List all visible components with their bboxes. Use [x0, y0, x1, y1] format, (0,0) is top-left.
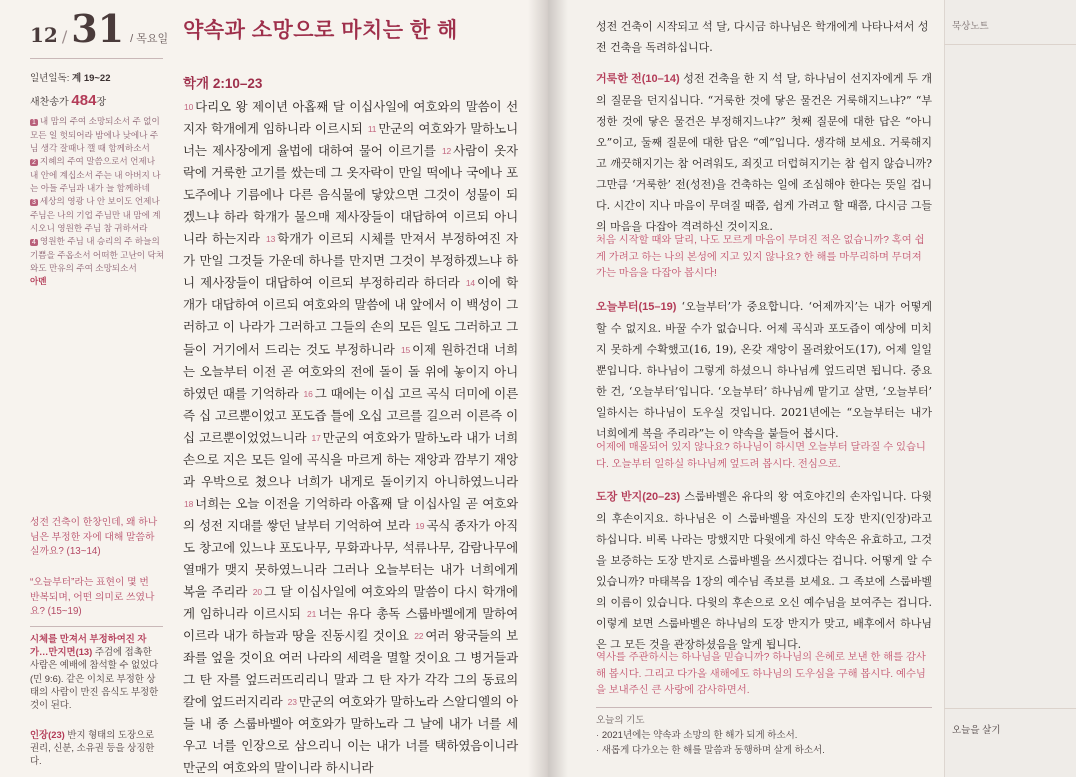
date-header [30, 6, 169, 51]
prayer-divider [596, 707, 932, 708]
verse-text: 학개가 이르되 시체를 만져서 부정하여진 자가 만일 그것들 가운데 하나를 만지면 그것이 부정하겠느냐 하니 제사장들이 대답하여 이르되 부정하리라 하더라 [183, 231, 518, 291]
section-body: 스룹바벨은 유다의 왕 여호야긴의 손자입니다. 다윗의 후손이지요. 하나님은 이 스룹바벨을 자신의 도장 반지(인장)라고 하십니다. 비록 나라는 망했지만 다윗에게 하신 약속은 유효하고, 그것을 보증하는 도장 반지로 스룹바벨을 쓰시겠다는 겁니다. 어떻게 알 수 있습니까? 마태복음 1장의 예수님 족보를 보세요. 그 족보에 스룹바벨의 이름이 있습니다. 다윗의 후손으로 오신 예수님을 보여주는 겁니다. 이렇게 보면 스룹바벨은 하나님의 도장 반지가 맞고, 배후에서 하나님은 그 모든 것을 관장하셨음을 알게 됩니다. [596, 490, 932, 651]
prayer-list [596, 728, 932, 758]
hymn-lyrics [30, 115, 165, 288]
verse-text: 다리오 왕 제이년 아홉째 달 이십사일에 여호와의 말씀이 선지자 학개에게 임하니라 이르시되 [183, 99, 518, 137]
verse-number: 23 [287, 697, 297, 708]
verse-number: 19 [415, 520, 425, 531]
hymn-verse [30, 235, 165, 275]
hymn-verse-text: 영원한 주님 내 승리의 주 하늘의 기쁨을 주옵소서 어떠한 고난이 닥쳐와도 만유의 주여 소망되소서 [30, 236, 165, 273]
section-heading: 오늘부터(15–19) [596, 301, 677, 313]
footnote-2 [30, 728, 160, 768]
hymn-label: 새찬송가 [30, 97, 69, 108]
commentary-section-from-today [596, 296, 932, 444]
verse-number: 15 [400, 344, 411, 355]
commentary-section-holy-temple [596, 68, 932, 237]
verse-text: 여러 왕국들의 보좌를 엎을 것이요 여러 나라의 세력을 멸할 것이요 그 병거들과 그 탄 자를 엎드러뜨리리니 말과 그 탄 자가 각각 그의 동료의 칼에 엎드러지리라 [183, 628, 518, 710]
hymn-num: 484 [71, 92, 97, 109]
verse-number: 18 [184, 498, 194, 509]
verse-number: 10 [184, 102, 194, 112]
notebook-line [944, 708, 1076, 709]
application-3: 역사를 주관하시는 하나님을 믿습니까? 하나님의 은혜로 보낸 한 해를 감사해 봅시다. 그리고 다가올 새해에도 하나님의 도우심을 구해 봅시다. 예수님을 보내주신 큰 사랑에 감사하면서. [596, 652, 926, 696]
sidebar-divider [30, 58, 163, 59]
verse-number: 14 [465, 278, 475, 289]
commentary-section-signet-ring [596, 486, 932, 655]
hymn-verse-text: 지혜의 주여 말씀으로서 언제나 내 안에 계십소서 주는 내 아버지 나는 아들 주님과 내가 늘 함께하네 [30, 156, 161, 193]
question-2: “오늘부터”라는 표현이 몇 번 반복되며, 어떤 의미로 쓰였나요? (15~19) [30, 577, 155, 617]
scripture-reference: 학개 2:10–23 [183, 76, 263, 91]
verse-number: 22 [414, 631, 424, 642]
live-today-label: 오늘을 살기 [952, 725, 1001, 736]
verse-number: 11 [367, 124, 377, 135]
date-month: 12 [30, 23, 58, 47]
section-heading: 도장 반지(20–23) [596, 491, 681, 503]
prayer-label: 오늘의 기도 [596, 715, 645, 726]
footnote-2-body: 반지 형태의 도장으로 권리, 신분, 소유권 등을 상징한다. [30, 729, 155, 767]
verse-text: 만군의 여호와가 말하노니 너는 제사장에게 율법에 대하여 물어 이르기를 [183, 121, 518, 159]
section-heading: 거룩한 전(10–14) [596, 73, 680, 85]
notebook-line [944, 44, 1076, 45]
verse-text: 사람이 옷자락에 거룩한 고기를 쌌는데 그 옷자락이 만일 떡에나 국에나 포도주에나 기름에나 다른 음식물에 닿았으면 그것이 성물이 되겠느냐 하라 학개가 물으매 제사장들이 대답하여 이르되 아니니라 하는지라 [183, 143, 518, 247]
verse-number: 13 [266, 234, 276, 245]
application-1: 처음 시작할 때와 달리, 나도 모르게 마음이 무뎌진 적은 없습니까? 혹여 쉽게 가려고 하는 나의 본성에 지고 있지 않나요? 한 해를 마무리하며 무뎌져 가는 마음을 다잡아 봅시다! [596, 235, 925, 279]
commentary-intro: 성전 건축이 시작되고 석 달, 다시금 하나님은 학개에게 나타나셔서 성전 건축을 독려하십니다. [596, 20, 929, 54]
application-2: 어제에 매몰되어 있지 않나요? 하나님이 하시면 오늘부터 달라질 수 있습니다. 오늘부터 일하실 하나님께 엎드려 봅시다. 전심으로. [596, 442, 926, 470]
verse-number: 20 [252, 587, 262, 598]
hymn-amen: 아멘 [30, 276, 47, 286]
verse-number: 21 [307, 609, 317, 620]
verse-text: 그 때에는 이십 고르 곡식 더미에 이른즉 십 고르뿐이었고 포도즙 틀에 오십 고르를 길으러 이른즉 이십 고르뿐이었었느니라 [183, 385, 518, 445]
verse-number: 16 [303, 388, 313, 399]
hymn-verse [30, 195, 165, 235]
reading-passage: 계 19~22 [72, 73, 111, 84]
verse-text: 너는 유다 총독 스룹바벨에게 말하여 이르라 내가 하늘과 땅을 진동시킬 것이요 [183, 606, 518, 644]
verse-number: 12 [441, 146, 452, 157]
notes-divider [30, 626, 163, 627]
prayer-item: · 새롭게 다가오는 한 해를 말씀과 동행하며 살게 하소서. [596, 743, 932, 758]
verse-text: 이에 학개가 대답하여 이르되 여호와의 말씀에 내 앞에서 이 백성이 그러하고 이 나라가 그러하고 그들의 손의 모든 일도 그러하고 그들이 거기에서 드리는 것도 부정하니라 [183, 275, 518, 357]
date-day: 31 [71, 6, 125, 51]
hymn-suffix: 장 [96, 97, 107, 108]
verse-number: 17 [311, 432, 321, 443]
notebook-column [944, 0, 1076, 777]
verse-text: 만군의 여호와가 말하노라 내가 너희 손으로 지은 모든 일에 곡식을 마르게 하는 재앙과 깜부기 재앙과 우박으로 쳤으나 너희가 내게로 돌이키지 아니하였느니라 [183, 429, 519, 489]
question-1: 성전 건축이 한창인데, 왜 하나님은 부정한 자에 대해 말씀하실까요? (13~14) [30, 517, 158, 557]
hymn-number [30, 92, 165, 109]
hymn-verse [30, 115, 165, 155]
reading-label: 일년일독: [30, 73, 70, 84]
hymn-verse-number: 1 [32, 119, 36, 126]
footnote-1 [30, 632, 160, 711]
page-title: 약속과 소망으로 마치는 한 해 [183, 19, 458, 42]
footnote-1-head: 시체를 만져서 부정하여진 자가…만지면(13) [30, 633, 147, 658]
hymn-verse [30, 155, 165, 195]
day-of-week: / 목요일 [130, 33, 169, 45]
verse-text: 그 달 이십사일에 여호와의 말씀이 다시 학개에게 임하니라 이르시되 [183, 584, 518, 622]
hymn-verse-text: 세상의 영광 나 안 보이도 언제나 주님은 나의 기업 주님만 내 맘에 계시오니 영원한 주님 참 귀하셔라 [30, 196, 161, 233]
footnote-2-head: 인장(23) [30, 729, 65, 740]
sidebar [30, 70, 165, 288]
section-body: 성전 건축을 한 지 석 달, 하나님이 선지자에게 두 개의 질문을 던지십니다. “거룩한 것에 닿은 물건은 거룩해지느냐?” “부정한 것에 닿은 물건은 부정해지느냐?” 첫째 질문에 대한 답은 “아니오”이고, 둘째 질문에 대한 답은 “예”입니다. 생각해 보세요. 거룩해지고 깨끗해지기는 참 어려워도, 죄짓고 더럽혀지기는 참 쉽지 않습니까? 그만큼 ‘거룩한’ 전(성전)을 건축하는 일에 조심해야 한다는 뜻일 겁니다. 시간이 지나 마음이 무뎌질 때쯤, 쉽게 가려고 할 때쯤, 다시금 그들의 마음을 다잡아 격려하신 것이지요. [596, 72, 932, 233]
yearly-reading [30, 70, 165, 84]
footnote-1-body: 주검에 접촉한 사람은 예배에 참석할 수 없었다(민 9:6). 같은 이치로 부정한 상태의 사람이 만진 음식도 부정한 것이 된다. [30, 646, 159, 711]
scripture-text [183, 96, 518, 777]
prayer-item: · 2021년에는 약속과 소망의 한 해가 되게 하소서. [596, 728, 932, 743]
verse-text: 곡식 종자가 아직도 창고에 있느냐 포도나무, 무화과나무, 석류나무, 감람나무에 열매가 맺지 못하였느니라 그러나 오늘부터는 내가 너희에게 복을 주리라 [183, 517, 518, 600]
hymn-verse-text: 내 맘의 주여 소망되소서 주 없이 모든 일 헛되어라 밤에나 낮에나 주님 생각 잘때나 깰 때 함께하소서 [30, 116, 160, 153]
verse-text: 만군의 여호와가 말하노라 스알디엘의 아들 내 종 스룹바벨아 여호와가 말하노라 그 날에 내가 너를 세우고 너를 인장으로 삼으리니 이는 내가 너를 택하였음이니라 만군의 여호와의 말이니라 하시니라 [183, 694, 518, 776]
hymn-verse-number: 4 [32, 239, 36, 246]
verse-text: 이제 원하건대 너희는 오늘부터 이전 곧 여호와의 전에 돌이 돌 위에 놓이지 아니하였던 때를 기억하라 [183, 341, 518, 401]
hymn-verse-number: 3 [32, 199, 36, 206]
hymn-verse-number: 2 [32, 159, 36, 166]
date-slash: / [61, 27, 68, 46]
notebook-label: 묵상노트 [952, 21, 989, 32]
section-body: ‘오늘부터’가 중요합니다. ‘어제까지’는 내가 어떻게 할 수 없지요. 바꿀 수가 없습니다. 어제 곡식과 포도즙이 예상에 미치지 못하게 수확했고(16, 19), 온갖 재앙이 몰려왔어도(17), 어제 일일 뿐입니다. 하나님이 그렇게 하셨으니 하나님께 엎드리면 됩니다. 중요한 건, ‘오늘부터’입니다. ‘오늘부터’ 하나님께 맡기고 살면, ‘오늘부터’ 일하시는 하나님이 도우실 것입니다. 2021년에는 “오늘부터는 내가 너희에게 복을 주리라”는 이 약속을 붙들어 봅시다. [596, 300, 932, 440]
verse-text: 너희는 오늘 이전을 기억하라 아홉째 달 이십사일 곧 여호와의 성전 지대를 쌓던 날부터 기억하여 보라 [183, 495, 518, 533]
